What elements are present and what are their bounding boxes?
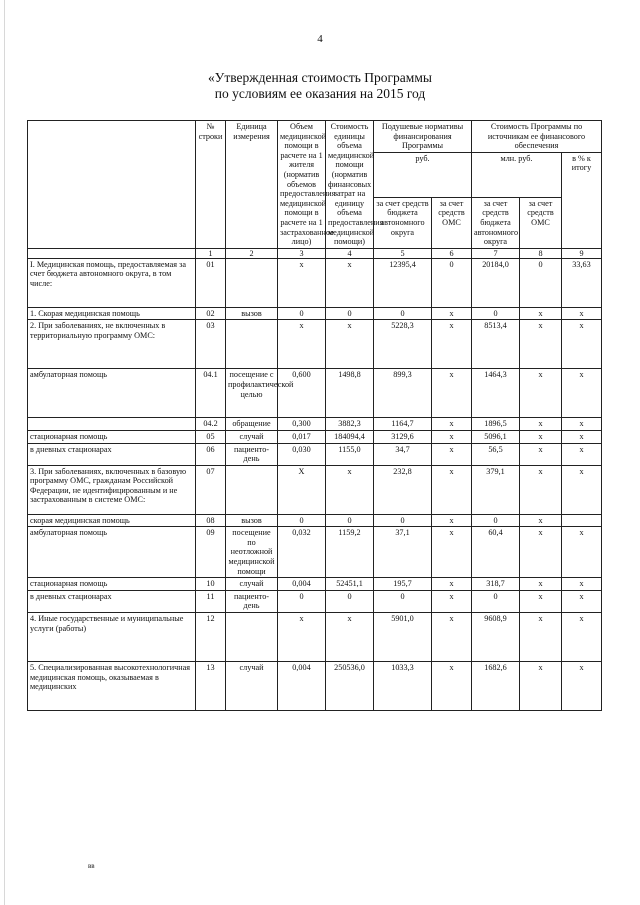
header-pc-oms: за счет средств ОМС [432,197,472,248]
column-number: 2 [226,248,278,258]
row-mln-budget: 0 [472,590,520,612]
row-unit-cost: х [326,613,374,662]
row-unit: посещение с профилактической целью [226,369,278,418]
row-label: скорая медицинская помощь [28,514,196,527]
row-number: 06 [196,443,226,465]
row-volume: 0 [278,514,326,527]
row-label [28,418,196,431]
column-number [28,248,196,258]
row-mln-oms: х [520,527,562,578]
row-percent: х [562,307,602,320]
row-per-capita-budget: 12395,4 [374,258,432,307]
row-label: стационарная помощь [28,578,196,591]
table-row [28,443,602,465]
table-row [28,662,602,711]
row-mln-budget: 20184,0 [472,258,520,307]
header-row-no: № строки [196,121,226,249]
column-number: 3 [278,248,326,258]
row-mln-oms: х [520,613,562,662]
row-unit [226,320,278,369]
table-row [28,590,602,612]
row-percent: х [562,418,602,431]
row-number: 04.1 [196,369,226,418]
row-per-capita-budget: 37,1 [374,527,432,578]
row-number: 09 [196,527,226,578]
row-percent: х [562,443,602,465]
header-cost: Стоимость Программы по источникам ее финансового обеспечения [472,121,602,153]
row-mln-budget: 1464,3 [472,369,520,418]
row-mln-budget: 1682,6 [472,662,520,711]
table-row [28,418,602,431]
header-mln-rub: млн. руб. [472,152,562,197]
header-unit-cost: Стоимость единицы объема медицинской помощи (норматив финансовых затрат на единицу объема предоставления медицинской помощи) [326,121,374,249]
row-per-capita-budget: 0 [374,514,432,527]
row-unit [226,465,278,514]
row-unit: посещение по неотложной медицинской помощи [226,527,278,578]
row-number: 05 [196,430,226,443]
row-per-capita-budget: 1164,7 [374,418,432,431]
row-per-capita-oms: х [432,307,472,320]
row-per-capita-oms: х [432,578,472,591]
row-unit: обращение [226,418,278,431]
header-unit: Единица измерения [226,121,278,249]
table-row [28,514,602,527]
header-mln-oms: за счет средств ОМС [520,197,562,248]
row-unit: случай [226,578,278,591]
row-per-capita-budget: 5228,3 [374,320,432,369]
row-unit-cost: 1159,2 [326,527,374,578]
row-unit-cost: 250536,0 [326,662,374,711]
row-mln-budget: 318,7 [472,578,520,591]
row-volume: 0 [278,307,326,320]
header-per-capita: Подушевые нормативы финансирования Программы [374,121,472,153]
row-mln-oms: х [520,578,562,591]
row-percent [562,514,602,527]
row-unit: случай [226,662,278,711]
header-pc-budget: за счет средств бюджета автономного округа [374,197,432,248]
table-row [28,430,602,443]
row-label: 1. Скорая медицинская помощь [28,307,196,320]
row-mln-budget: 60,4 [472,527,520,578]
table-row [28,369,602,418]
row-mln-oms: х [520,369,562,418]
row-volume: 0,004 [278,578,326,591]
column-number: 9 [562,248,602,258]
row-per-capita-oms: х [432,418,472,431]
row-per-capita-budget: 0 [374,590,432,612]
row-number: 03 [196,320,226,369]
row-volume: 0 [278,590,326,612]
row-per-capita-oms: х [432,430,472,443]
title-line-1: «Утвержденная стоимость Программы [208,70,432,85]
row-label: в дневных стационарах [28,590,196,612]
row-mln-oms: х [520,320,562,369]
column-number: 1 [196,248,226,258]
row-unit-cost: 1498,8 [326,369,374,418]
row-number: 07 [196,465,226,514]
row-mln-oms: х [520,307,562,320]
row-volume: 0,300 [278,418,326,431]
row-mln-budget: 56,5 [472,443,520,465]
row-unit: пациенто-день [226,590,278,612]
row-unit-cost: х [326,465,374,514]
row-unit [226,613,278,662]
row-label: стационарная помощь [28,430,196,443]
row-number: 01 [196,258,226,307]
document-title [0,70,640,102]
table-row [28,307,602,320]
row-per-capita-oms: х [432,465,472,514]
table-row [28,258,602,307]
row-mln-oms: х [520,590,562,612]
row-percent: 33,63 [562,258,602,307]
row-percent: х [562,465,602,514]
cost-table-container [27,120,601,711]
row-volume: 0,004 [278,662,326,711]
row-percent: х [562,590,602,612]
page-number: 4 [317,33,323,45]
row-label: 3. При заболеваниях, включенных в базовую программу ОМС, гражданам Российской Федерации, не идентифицированным и не застрахованным в системе ОМС: [28,465,196,514]
row-per-capita-budget: 1033,3 [374,662,432,711]
row-unit-cost: 1155,0 [326,443,374,465]
table-row [28,527,602,578]
row-percent: х [562,369,602,418]
row-unit-cost: 0 [326,307,374,320]
table-row [28,613,602,662]
row-label: 5. Специализированная высокотехнологичная медицинская помощь, оказываемая в медицинских [28,662,196,711]
row-per-capita-oms: 0 [432,258,472,307]
row-mln-budget: 9608,9 [472,613,520,662]
column-number: 6 [432,248,472,258]
row-unit-cost: 0 [326,590,374,612]
row-mln-oms: х [520,662,562,711]
row-per-capita-budget: 34,7 [374,443,432,465]
row-number: 11 [196,590,226,612]
row-per-capita-oms: х [432,662,472,711]
row-number: 02 [196,307,226,320]
row-percent: х [562,578,602,591]
row-number: 12 [196,613,226,662]
row-label: I. Медицинская помощь, предоставляемая за счет бюджета автономного округа, в том числе: [28,258,196,307]
row-per-capita-budget: 5901,0 [374,613,432,662]
row-mln-budget: 0 [472,307,520,320]
row-per-capita-oms: х [432,590,472,612]
table-row [28,320,602,369]
row-mln-oms: 0 [520,258,562,307]
row-per-capita-oms: х [432,527,472,578]
header-rub: руб. [374,152,472,197]
row-mln-budget: 8513,4 [472,320,520,369]
row-unit [226,258,278,307]
row-unit-cost: 0 [326,514,374,527]
row-per-capita-budget: 232,8 [374,465,432,514]
row-unit-cost: х [326,320,374,369]
row-per-capita-budget: 0 [374,307,432,320]
row-per-capita-oms: х [432,613,472,662]
row-volume: х [278,258,326,307]
header-name [28,121,196,249]
row-number: 04.2 [196,418,226,431]
row-unit-cost: 3882,3 [326,418,374,431]
row-mln-oms: х [520,430,562,443]
row-number: 08 [196,514,226,527]
row-number: 13 [196,662,226,711]
row-mln-budget: 379,1 [472,465,520,514]
row-mln-oms: х [520,418,562,431]
row-volume: х [278,320,326,369]
column-number: 7 [472,248,520,258]
row-percent: х [562,527,602,578]
row-volume: 0,032 [278,527,326,578]
column-number-row [28,248,602,258]
row-per-capita-budget: 899,3 [374,369,432,418]
cost-table [27,120,602,711]
row-unit: вызов [226,307,278,320]
row-label: амбулаторная помощь [28,369,196,418]
table-body [28,258,602,710]
column-number: 5 [374,248,432,258]
scan-edge [4,0,5,905]
row-volume: 0,600 [278,369,326,418]
row-per-capita-oms: х [432,514,472,527]
row-unit-cost: 52451,1 [326,578,374,591]
table-row [28,578,602,591]
row-percent: х [562,613,602,662]
row-unit: случай [226,430,278,443]
row-per-capita-budget: 195,7 [374,578,432,591]
table-row [28,465,602,514]
title-line-2: по условиям ее оказания на 2015 год [214,86,426,101]
row-unit-cost: 184094,4 [326,430,374,443]
header-volume: Объем медицинской помощи в расчете на 1 жителя (норматив объемов предоставления медицинской помощи в расчете на 1 застрахованное лицо) [278,121,326,249]
row-volume: х [278,613,326,662]
row-label: 4. Иные государственные и муниципальные услуги (работы) [28,613,196,662]
row-volume: Х [278,465,326,514]
row-volume: 0,030 [278,443,326,465]
row-percent: х [562,430,602,443]
header-mln-budget: за счет средств бюджета автономного округа [472,197,520,248]
row-label: амбулаторная помощь [28,527,196,578]
row-per-capita-budget: 3129,6 [374,430,432,443]
row-mln-oms: х [520,465,562,514]
row-unit-cost: х [326,258,374,307]
row-mln-budget: 0 [472,514,520,527]
row-per-capita-oms: х [432,320,472,369]
column-number: 4 [326,248,374,258]
header-percent: в % к итогу [562,152,602,248]
column-number: 8 [520,248,562,258]
row-mln-oms: х [520,514,562,527]
row-mln-budget: 5096,1 [472,430,520,443]
footer-mark: вв [88,862,95,870]
row-volume: 0,017 [278,430,326,443]
row-mln-budget: 1896,5 [472,418,520,431]
row-label: 2. При заболеваниях, не включенных в территориальную программу ОМС: [28,320,196,369]
row-unit: пациенто-день [226,443,278,465]
row-per-capita-oms: х [432,369,472,418]
row-label: в дневных стационарах [28,443,196,465]
row-percent: х [562,662,602,711]
row-number: 10 [196,578,226,591]
row-per-capita-oms: х [432,443,472,465]
row-mln-oms: х [520,443,562,465]
row-percent: х [562,320,602,369]
row-unit: вызов [226,514,278,527]
